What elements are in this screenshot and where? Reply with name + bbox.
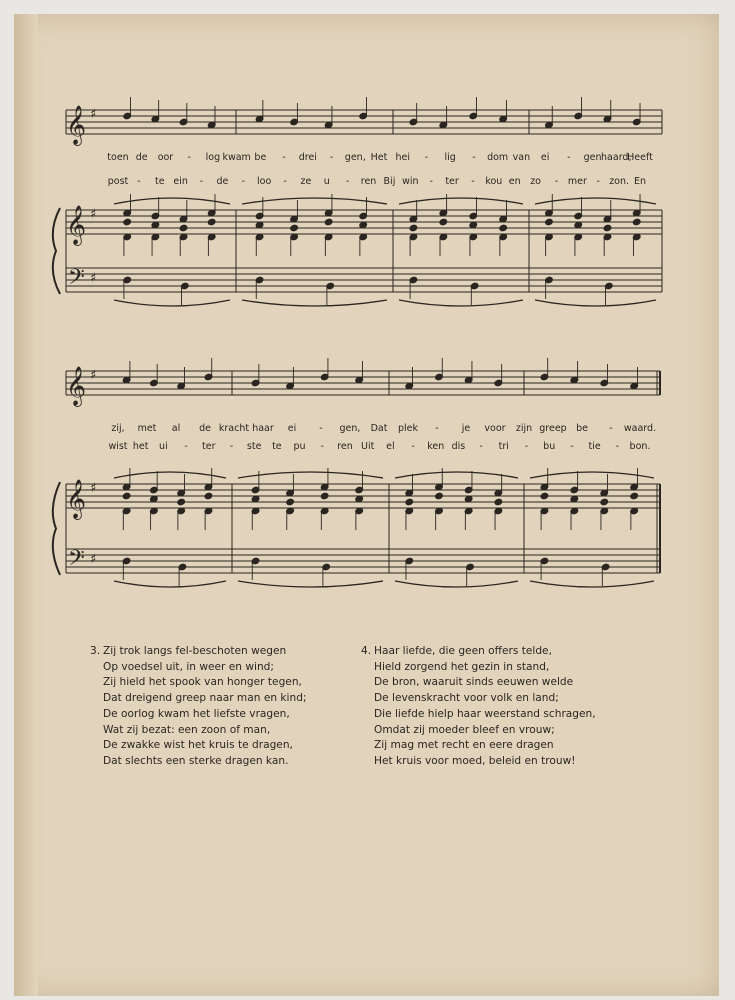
- verse-line: Op voedsel uit, in weer en wind;: [103, 660, 274, 673]
- lyric-syllable: -: [411, 441, 415, 452]
- lyric-syllable: -: [320, 441, 324, 452]
- grand-staff-brace: [53, 482, 60, 575]
- verse-line: De oorlog kwam het liefste vragen,: [103, 707, 290, 720]
- lyric-syllable: ei: [287, 423, 297, 434]
- note-head: [632, 218, 641, 226]
- verse-line: Die liefde hielp haar weerstand schragen,: [374, 707, 596, 720]
- lyric-syllable: win: [402, 176, 419, 187]
- lyric-syllable: Heeft: [627, 152, 653, 163]
- slur: [114, 581, 226, 587]
- lyric-syllable: log: [205, 152, 221, 163]
- lyric-syllable: toen: [107, 152, 129, 163]
- lyric-syllable: zijn: [515, 423, 533, 434]
- key-sharp-icon: ♯: [90, 271, 97, 286]
- lyric-syllable: de: [216, 176, 229, 187]
- verse-line: Dat dreigend greep naar man en kind;: [103, 692, 307, 705]
- lyric-syllable: bu: [543, 441, 556, 452]
- verse-line: Zij hield het spook van honger tegen,: [103, 676, 302, 689]
- lyric-syllable: loo: [257, 176, 272, 187]
- verse-3: [90, 644, 307, 770]
- lyric-syllable: en: [508, 176, 521, 187]
- lyric-syllable: be: [576, 423, 588, 434]
- lyric-syllable: -: [479, 441, 483, 452]
- lyric-syllable: -: [283, 176, 287, 187]
- lyric-syllable: -: [329, 152, 334, 163]
- lyric-syllable: Het: [370, 152, 388, 163]
- lyric-syllable: ein: [173, 176, 188, 187]
- grand-staff-brace: [53, 208, 60, 294]
- note-head: [494, 498, 503, 506]
- note-head: [179, 224, 188, 232]
- lyric-syllable: -: [184, 441, 188, 452]
- note-head: [290, 224, 299, 232]
- lyric-syllable: En: [633, 176, 647, 187]
- lyric-syllable: kou: [485, 176, 503, 187]
- lyric-syllable: be: [254, 152, 267, 163]
- lyric-syllable: greep: [539, 423, 567, 434]
- lyric-syllable: el: [386, 441, 395, 452]
- slur: [530, 581, 654, 587]
- lyric-syllable: voor: [484, 423, 506, 434]
- note-head: [320, 492, 329, 500]
- note-head: [207, 218, 216, 226]
- lyric-syllable: kracht: [218, 423, 250, 434]
- lyric-syllable: zij,: [111, 423, 125, 434]
- slur: [238, 581, 383, 587]
- slur: [238, 472, 383, 478]
- lyric-syllable: -: [524, 441, 529, 452]
- slur: [242, 198, 387, 204]
- lyric-syllable: u: [323, 176, 330, 187]
- lyric-syllable: ter: [445, 176, 459, 187]
- lyric-syllable: zon.: [609, 176, 630, 187]
- lyric-syllable: -: [187, 152, 191, 163]
- lyric-syllable: ter: [202, 441, 216, 452]
- slur: [535, 300, 656, 306]
- slur: [535, 198, 656, 204]
- verse-line: [90, 644, 307, 660]
- verse-line: Wat zij bezat: een zoon of man,: [103, 723, 271, 736]
- treble-clef-icon: 𝄞: [66, 479, 87, 519]
- lyric-syllable: -: [567, 152, 571, 163]
- lyric-syllable: -: [554, 176, 559, 187]
- verse-line: Dat slechts een sterke dragen kan.: [103, 754, 289, 767]
- key-sharp-icon: ♯: [90, 481, 97, 496]
- lyric-syllable: gen,: [344, 152, 366, 163]
- lyric-syllable: met: [137, 423, 157, 434]
- lyric-syllable: ken: [427, 441, 445, 452]
- lyric-syllable: tie: [588, 441, 601, 452]
- treble-clef-icon: 𝄞: [66, 366, 87, 406]
- verse-number: 4.: [361, 645, 372, 657]
- lyric-syllable: ste: [246, 441, 262, 452]
- lyric-syllable: -: [199, 176, 204, 187]
- slur: [242, 300, 387, 306]
- note-head: [122, 492, 131, 500]
- lyric-syllable: Bij: [383, 176, 396, 187]
- verse-line: Omdat zij moeder bleef en vrouw;: [374, 723, 555, 736]
- lyric-syllable: al: [171, 423, 181, 434]
- lyric-syllable: het: [132, 441, 149, 452]
- lyric-syllable: ze: [300, 176, 312, 187]
- slur: [530, 472, 654, 478]
- lyric-syllable: -: [282, 152, 286, 163]
- treble-clef-icon: 𝄞: [66, 105, 87, 145]
- lyric-syllable: tri: [498, 441, 509, 452]
- slur: [114, 472, 226, 478]
- lyric-syllable: pu: [293, 441, 306, 452]
- bass-clef-icon: 𝄢: [68, 546, 85, 576]
- treble-clef-icon: 𝄞: [66, 205, 87, 245]
- lyric-syllable: ui: [159, 441, 168, 452]
- lyric-syllable: -: [471, 176, 475, 187]
- note-head: [600, 498, 609, 506]
- note-head: [123, 218, 132, 226]
- lyric-syllable: haard,: [601, 152, 632, 163]
- note-head: [405, 498, 414, 506]
- lyric-syllable: je: [461, 423, 471, 434]
- lyric-syllable: -: [570, 441, 574, 452]
- lyric-syllable: plek: [397, 423, 419, 434]
- verse-4: [361, 644, 596, 770]
- note-head: [499, 224, 508, 232]
- key-sharp-icon: ♯: [90, 107, 97, 122]
- note-head: [324, 218, 333, 226]
- lyric-syllable: waard.: [623, 423, 657, 434]
- lyric-syllable: gen: [583, 152, 602, 163]
- lyric-syllable: van: [512, 152, 531, 163]
- note-head: [630, 492, 639, 500]
- slur: [395, 581, 518, 587]
- verse-line: De levenskracht voor volk en land;: [374, 692, 559, 705]
- lyric-syllable: ren: [360, 176, 377, 187]
- lyric-syllable: dis: [451, 441, 466, 452]
- lyric-syllable: zo: [530, 176, 542, 187]
- lyric-syllable: de: [135, 152, 148, 163]
- key-sharp-icon: ♯: [90, 552, 97, 567]
- note-head: [177, 498, 186, 506]
- lyric-syllable: haar: [252, 423, 274, 434]
- lyric-syllable: bon.: [629, 441, 651, 452]
- lyric-syllable: de: [199, 423, 211, 434]
- slur: [114, 198, 230, 204]
- lyric-syllable: -: [319, 423, 323, 434]
- lyric-syllable: -: [424, 152, 429, 163]
- lyric-syllable: -: [229, 441, 234, 452]
- lyric-syllable: -: [596, 176, 600, 187]
- verse-line: De zwakke wist het kruis te dragen,: [103, 739, 293, 752]
- lyric-syllable: dom: [487, 152, 509, 163]
- lyric-syllable: hei: [395, 152, 410, 163]
- lyric-syllable: -: [609, 423, 613, 434]
- verse-text: Haar liefde, die geen offers telde,: [374, 645, 552, 657]
- note-head: [545, 218, 554, 226]
- note-head: [286, 498, 295, 506]
- lyric-syllable: ren: [337, 441, 353, 452]
- note-head: [435, 492, 444, 500]
- note-head: [540, 492, 549, 500]
- key-sharp-icon: ♯: [90, 207, 97, 222]
- lyric-syllable: mer: [567, 176, 587, 187]
- lyric-syllable: kwam: [222, 152, 251, 163]
- verse-text: Zij trok langs fel-beschoten wegen: [103, 645, 287, 657]
- lyric-syllable: wist: [108, 441, 128, 452]
- lyric-syllable: -: [435, 423, 439, 434]
- note-head: [603, 224, 612, 232]
- key-sharp-icon: ♯: [90, 368, 97, 383]
- lyric-syllable: drei: [298, 152, 317, 163]
- slur: [399, 300, 523, 306]
- lyric-syllable: -: [345, 176, 350, 187]
- bass-clef-icon: 𝄢: [68, 265, 85, 295]
- lyric-syllable: -: [241, 176, 245, 187]
- lyric-syllable: lig: [444, 152, 456, 163]
- lyric-syllable: -: [137, 176, 141, 187]
- verse-line: De bron, waaruit sinds eeuwen welde: [374, 676, 574, 689]
- verse-number: 3.: [90, 645, 101, 657]
- verse-line: Zij mag met recht en eere dragen: [374, 739, 554, 752]
- slur: [114, 300, 230, 306]
- note-head: [409, 224, 418, 232]
- lyric-syllable: -: [472, 152, 476, 163]
- lyric-syllable: -: [429, 176, 433, 187]
- lyric-syllable: Dat: [370, 423, 388, 434]
- verse-line: [361, 644, 596, 660]
- lyric-syllable: post: [107, 176, 129, 187]
- lyric-syllable: ei: [540, 152, 550, 163]
- lyric-syllable: te: [154, 176, 165, 187]
- note-head: [204, 492, 213, 500]
- lyric-syllable: oor: [157, 152, 174, 163]
- note-head: [439, 218, 448, 226]
- lyric-syllable: Uit: [360, 441, 375, 452]
- lyric-syllable: gen,: [339, 423, 361, 434]
- verse-line: Hield zorgend het gezin in stand,: [374, 660, 550, 673]
- slur: [395, 472, 518, 478]
- slur: [399, 198, 523, 204]
- verse-line: Het kruis voor moed, beleid en trouw!: [374, 754, 576, 767]
- lyric-syllable: te: [272, 441, 282, 452]
- lyric-syllable: -: [615, 441, 620, 452]
